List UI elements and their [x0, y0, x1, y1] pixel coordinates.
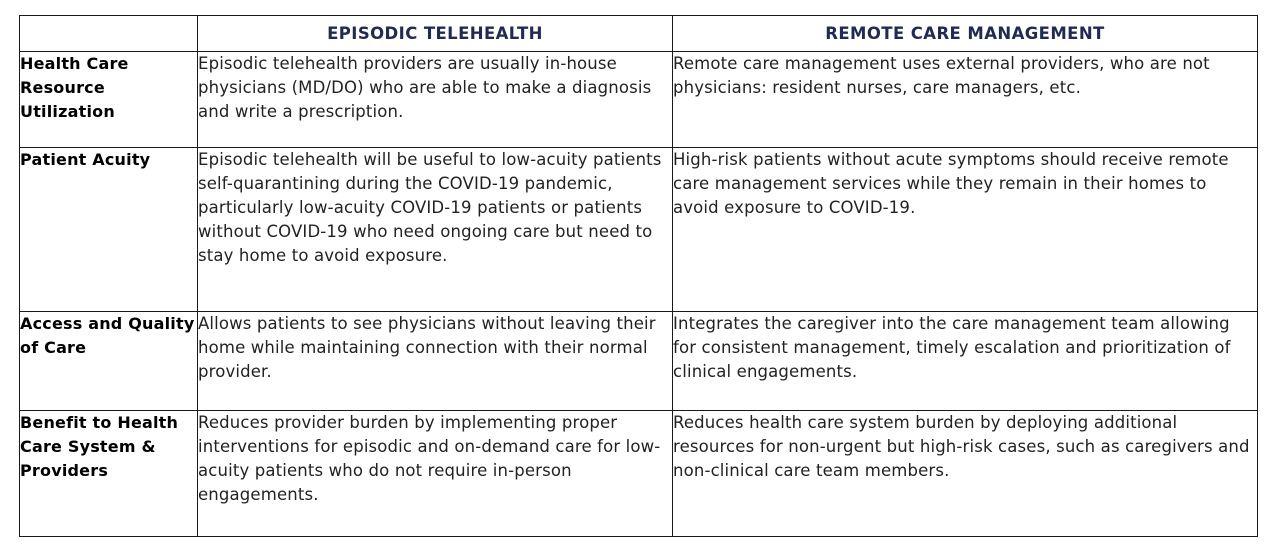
header-remote-care-management: REMOTE CARE MANAGEMENT: [673, 16, 1258, 52]
table-row: [20, 312, 1258, 411]
remote-cell: Remote care management uses external providers, who are not physicians: resident nurses, care managers, etc.: [673, 52, 1258, 148]
row-label-patient-acuity: Patient Acuity: [20, 148, 198, 312]
remote-cell: Reduces health care system burden by deploying additional resources for non-urgent but high-risk cases, such as caregivers and non-clinical care team members.: [673, 411, 1258, 537]
table-row: [20, 52, 1258, 148]
episodic-cell: Reduces provider burden by implementing proper interventions for episodic and on-demand care for low-acuity patients who do not require in-person engagements.: [198, 411, 673, 537]
row-label-resource-utilization: Health Care Resource Utilization: [20, 52, 198, 148]
row-label-access-quality: Access and Quality of Care: [20, 312, 198, 411]
row-label-benefit: Benefit to Health Care System & Providers: [20, 411, 198, 537]
remote-cell: Integrates the caregiver into the care management team allowing for consistent management, timely escalation and prioritization of clinical engagements.: [673, 312, 1258, 411]
episodic-cell: Allows patients to see physicians without leaving their home while maintaining connection with their normal provider.: [198, 312, 673, 411]
table-header-row: [20, 16, 1258, 52]
table-row: [20, 148, 1258, 312]
comparison-table: [19, 15, 1258, 537]
episodic-cell: Episodic telehealth will be useful to low-acuity patients self-quarantining during the COVID-19 pandemic, particularly low-acuity COVID-19 patients or patients without COVID-19 who need ongoing care but need to stay home to avoid exposure.: [198, 148, 673, 312]
header-blank-cell: [20, 16, 198, 52]
table-row: [20, 411, 1258, 537]
episodic-cell: Episodic telehealth providers are usually in-house physicians (MD/DO) who are able to make a diagnosis and write a prescription.: [198, 52, 673, 148]
header-episodic-telehealth: EPISODIC TELEHEALTH: [198, 16, 673, 52]
remote-cell: High-risk patients without acute symptoms should receive remote care management services while they remain in their homes to avoid exposure to COVID-19.: [673, 148, 1258, 312]
